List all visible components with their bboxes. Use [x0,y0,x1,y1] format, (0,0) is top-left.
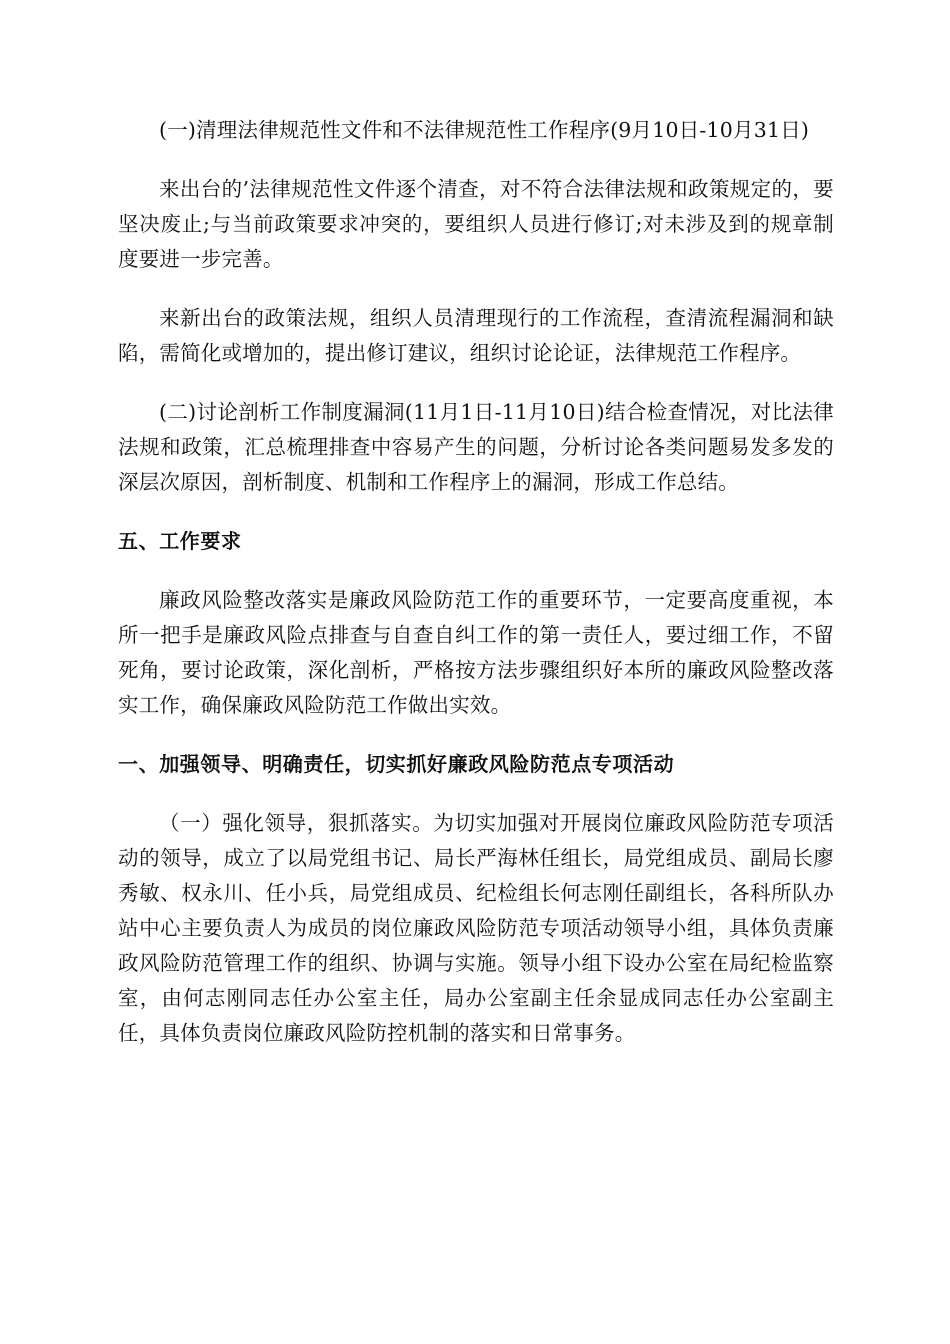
paragraph-file-review: 来出台的’法律规范性文件逐个清查，对不符合法律法规和政策规定的，要坚决废止;与当前政策要求冲突的，要组织人员进行修订;对未涉及到的规章制度要进一步完善。 [118,177,834,271]
paragraph-leadership-group: （一）强化领导，狠抓落实。为切实加强对开展岗位廉政风险防范专项活动的领导，成立了以局党组书记、局长严海林任组长，局党组成员、副局长廖秀敏、权永川、任小兵，局党组成员、纪检组长何志刚任副组长，各科所队办站中心主要负责人为成员的岗位廉政风险防范专项活动领导小组，具体负责廉政风险防范管理工作的组织、协调与实施。领导小组下设办公室在局纪检监察室，由何志刚同志任办公室主任，局办公室副主任余显成同志任办公室副主任，具体负责岗位廉政风险防控机制的落实和日常事务。 [118,811,834,1045]
paragraph-workflow-review: 来新出台的政策法规，组织人员清理现行的工作流程，查清流程漏洞和缺陷，需简化或增加的，提出修订建议，组织讨论论证，法律规范工作程序。 [118,306,834,365]
paragraph-requirements: 廉政风险整改落实是廉政风险防范工作的重要环节，一定要高度重视，本所一把手是廉政风险点排查与自查自纠工作的第一责任人，要过细工作，不留死角，要讨论政策，深化剖析，严格按方法步骤组织好本所的廉政风险整改落实工作，确保廉政风险防范工作做出实效。 [118,588,834,717]
paragraph-loophole-analysis: (二)讨论剖析工作制度漏洞(11月1日-11月10日)结合检查情况，对比法律法规和政策，汇总梳理排查中容易产生的问题，分析讨论各类问题易发多发的深层次原因，剖析制度、机制和工作程序上的漏洞，形成工作总结。 [118,400,834,494]
document-page [118,113,834,1051]
section-heading-work-requirements: 五、工作要求 [118,529,242,553]
paragraph-cleanup-title: (一)清理法律规范性文件和不法律规范性工作程序(9月10日-10月31日) [159,118,810,142]
section-heading-leadership: 一、加强领导、明确责任，切实抓好廉政风险防范点专项活动 [118,752,675,776]
